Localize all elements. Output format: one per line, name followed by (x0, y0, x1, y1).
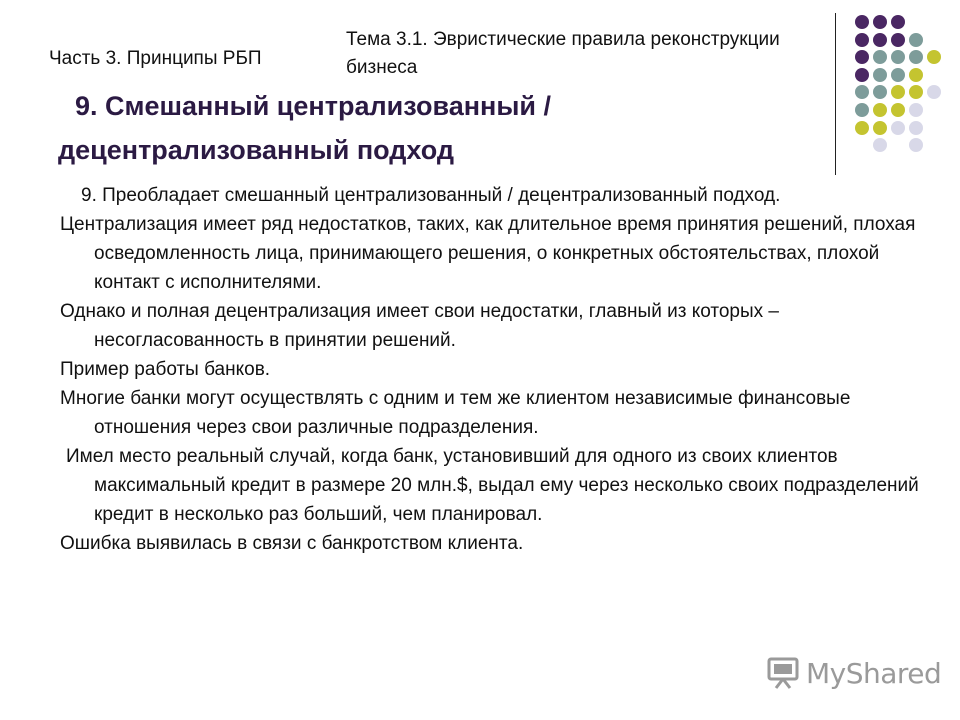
slide-body (60, 181, 920, 558)
dot (927, 85, 941, 99)
presentation-board-icon (766, 656, 800, 690)
watermark-text: MyShared (806, 656, 942, 690)
dot (909, 138, 923, 152)
dot (909, 85, 923, 99)
dot (891, 85, 905, 99)
dot (873, 33, 887, 47)
dot (891, 103, 905, 117)
dot (891, 68, 905, 82)
slide-title (58, 84, 838, 172)
dot (909, 103, 923, 117)
dot (855, 50, 869, 64)
dot (855, 68, 869, 82)
watermark (766, 655, 941, 691)
dot (873, 138, 887, 152)
dot (855, 121, 869, 135)
body-paragraph: Ошибка выявилась в связи с банкротством клиента. (60, 533, 524, 554)
body-paragraph: Пример работы банков. (60, 359, 271, 380)
dot (891, 33, 905, 47)
dot (909, 50, 923, 64)
dot (873, 15, 887, 29)
slide-title-line-1: 9. Смешанный централизованный / (75, 91, 551, 121)
body-paragraph: Имел место реальный случай, когда банк, установивший для одного из своих клиентов максимальный кредит в размере 20 млн.$, выдал ему через несколько своих подразделений кредит в несколько раз больший, чем планировал. (66, 446, 919, 525)
topic-line-1: Тема 3.1. Эвристические правила реконструкции (346, 29, 780, 50)
dot (855, 103, 869, 117)
dot (909, 121, 923, 135)
dot (873, 68, 887, 82)
dot (873, 85, 887, 99)
dot (873, 50, 887, 64)
dot (909, 33, 923, 47)
dot (891, 121, 905, 135)
dot (873, 121, 887, 135)
dot (927, 50, 941, 64)
dot (855, 15, 869, 29)
dot (855, 33, 869, 47)
section-label: Часть 3. Принципы РБП (49, 48, 262, 69)
dot (891, 50, 905, 64)
dot (891, 15, 905, 29)
body-paragraph: 9. Преобладает смешанный централизованный / децентрализованный подход. (81, 185, 781, 206)
dot (873, 103, 887, 117)
dot (855, 85, 869, 99)
slide-title-line-2: децентрализованный подход (58, 135, 455, 165)
body-paragraph: Централизация имеет ряд недостатков, таких, как длительное время принятия решений, плохая осведомленность лица, принимающего решения, о конкретных обстоятельствах, плохой контакт с исполнителями. (60, 214, 916, 293)
dot (909, 68, 923, 82)
body-paragraph: Многие банки могут осуществлять с одним и тем же клиентом независимые финансовые отношения через свои различные подразделения. (60, 388, 851, 438)
topic-line-2: бизнеса (346, 57, 418, 78)
body-paragraph: Однако и полная децентрализация имеет свои недостатки, главный из которых – несогласованность в принятии решений. (60, 301, 780, 351)
